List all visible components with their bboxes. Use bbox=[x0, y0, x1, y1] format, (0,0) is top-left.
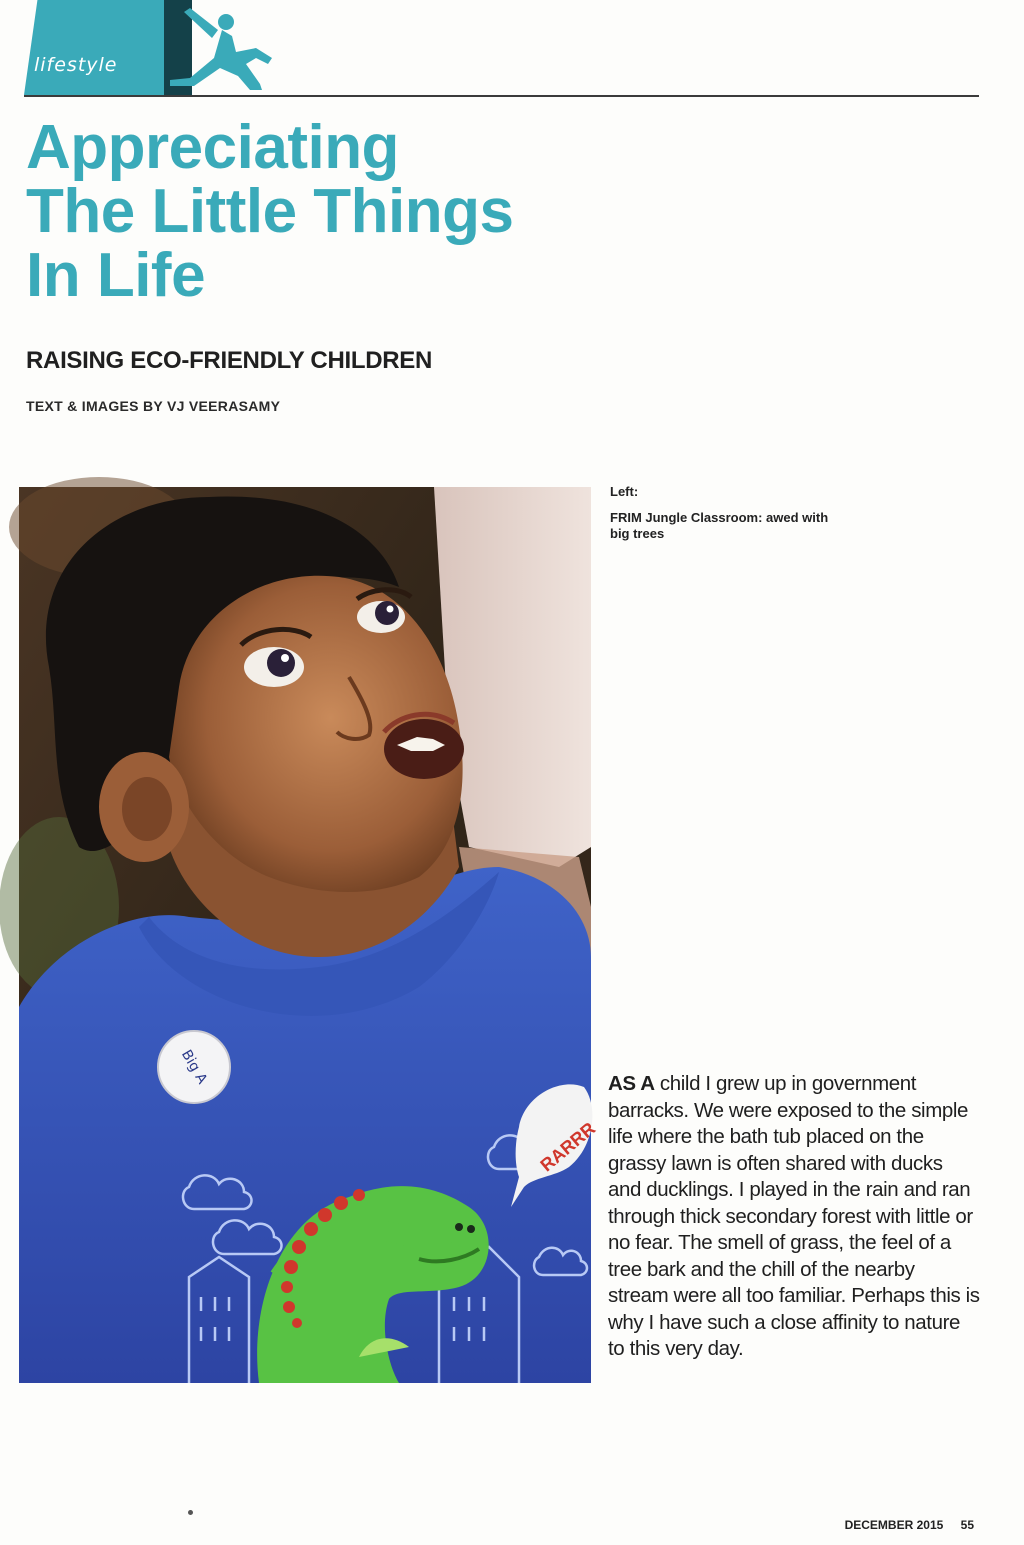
gymnast-silhouette-icon bbox=[160, 0, 275, 96]
caption-text: FRIM Jungle Classroom: awed with big trees bbox=[610, 510, 829, 541]
title-line: Appreciating bbox=[26, 113, 399, 182]
badge-label: Big A bbox=[177, 1047, 211, 1087]
article-body bbox=[608, 1071, 980, 1363]
speech-bubble-text: RARRR bbox=[536, 1118, 600, 1176]
article-subtitle: RAISING ECO-FRIENDLY CHILDREN bbox=[26, 347, 433, 374]
title-line: The Little Things bbox=[26, 177, 514, 246]
header-rule bbox=[24, 95, 979, 97]
scan-artifact bbox=[188, 1510, 193, 1515]
page-footer bbox=[845, 1518, 974, 1532]
body-text: child I grew up in government barracks. We were exposed to the simple life where the bath tub placed on the grassy lawn is often shared with ducks and ducklings. I played in the rain and ran through thick secondary forest with little or no fear. The smell of grass, the feel of a tree bark and the chill of the nearby stream were all too familiar. Perhaps this is why I have such a close affinity to nature to this very day. bbox=[608, 1072, 980, 1360]
caption-label: Left: bbox=[610, 484, 639, 499]
child-looking-up-illustration bbox=[19, 487, 600, 1383]
title-line: In Life bbox=[26, 241, 206, 310]
article-byline: TEXT & IMAGES BY VJ VEERASAMY bbox=[26, 398, 281, 414]
issue-date: DECEMBER 2015 bbox=[844, 1518, 944, 1532]
page-number: 55 bbox=[960, 1518, 974, 1532]
body-lead: AS A bbox=[608, 1072, 655, 1095]
article-photo bbox=[19, 487, 600, 1383]
photo-caption bbox=[610, 484, 830, 542]
article-title bbox=[26, 113, 586, 310]
section-label: lifestyle bbox=[34, 54, 118, 76]
